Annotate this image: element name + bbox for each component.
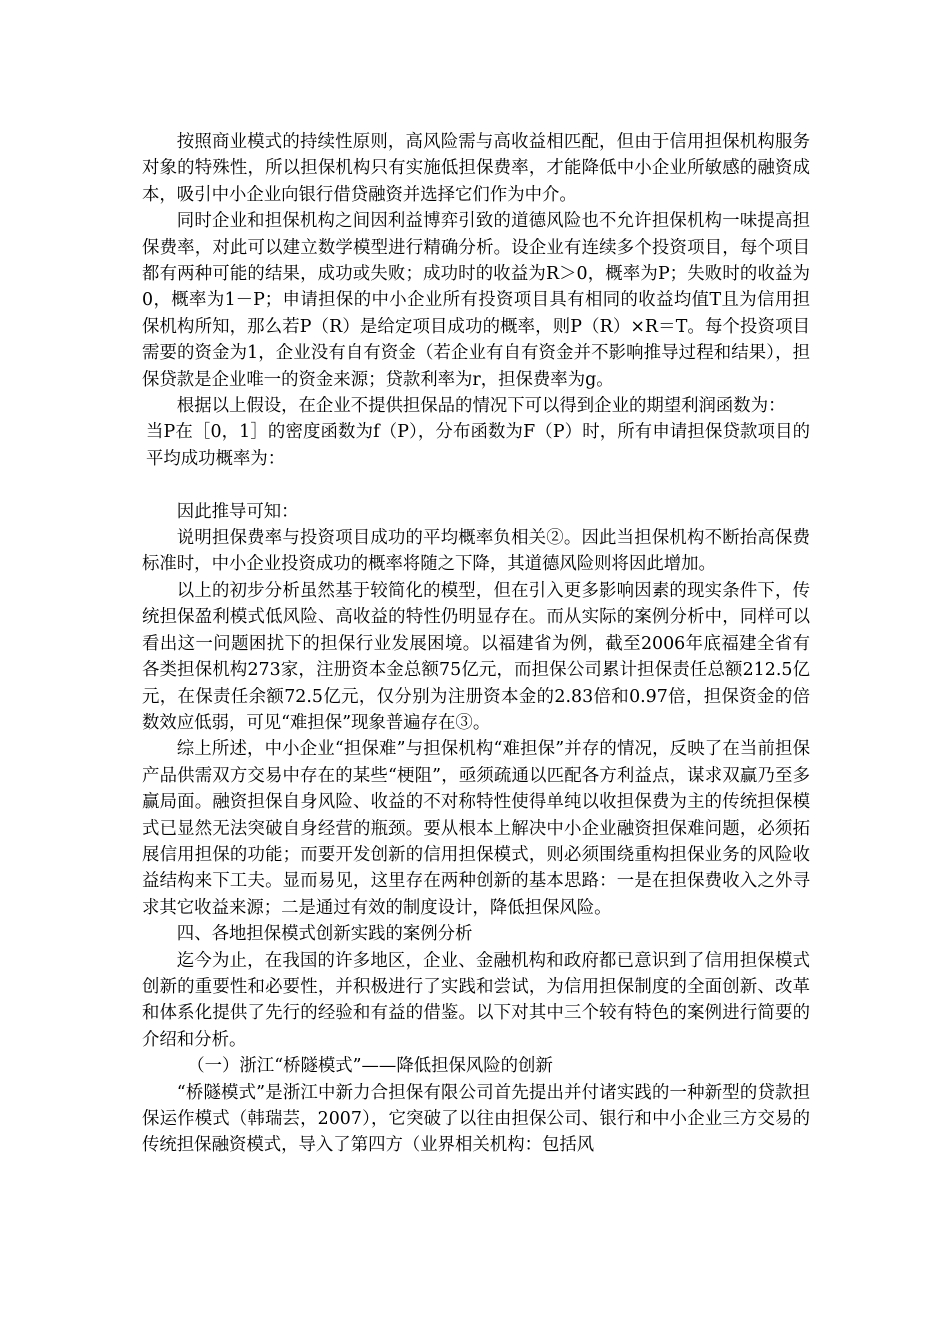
paragraph-moral-hazard-model: 同时企业和担保机构之间因利益博弈引致的道德风险也不允许担保机构一味提高担保费率，对此可以建立数学模型进行精确分析。设企业有连续多个投资项目，每个项目都有两种可能的结果，成功或失败；成功时的收益为R＞0，概率为P；失败时的收益为0，概率为1－P；申请担保的中小企业所有投资项目具有相同的收益均值T且为信用担保机构所知，那么若P（R）是给定项目成功的概率，则P（R）×R＝T。每个投资项目需要的资金为1，企业没有自有资金（若企业有自有资金并不影响推导过程和结果），担保贷款是企业唯一的资金来源；贷款利率为r，担保费率为g。 (142, 211, 810, 390)
paragraph-guarantee-rate-principle: 按照商业模式的持续性原则，高风险需与高收益相匹配，但由于信用担保机构服务对象的特殊性，所以担保机构只有实施低担保费率，才能降低中小企业所敏感的融资成本，吸引中小企业向银行借贷融资并选择它们作为中介。 (142, 132, 810, 205)
body-text (142, 129, 810, 1159)
section-heading-four: 四、各地担保模式创新实践的案例分析 (176, 924, 473, 945)
paragraph-innovation-practice: 迄今为止，在我国的许多地区，企业、金融机构和政府都已意识到了信用担保模式创新的重要性和必要性，并积极进行了实践和尝试，为信用担保制度的全面创新、改革和体系化提供了先行的经验和有益的借鉴。以下对其中三个较有特色的案例进行简要的介绍和分析。 (142, 950, 810, 1050)
paragraph-summary: 综上所述，中小企业“担保难”与担保机构“难担保”并存的情况，反映了在当前担保产品供需双方交易中存在的某些“梗阻”，亟须疏通以匹配各方利益点，谋求双赢乃至多赢局面。融资担保自身风险、收益的不对称特性使得单纯以收担保费为主的传统担保模式已显然无法突破自身经营的瓶颈。要从根本上解决中小企业融资担保难问题，必须拓展信用担保的功能；而要开发创新的信用担保模式，则必须围绕重构担保业务的风险收益结构来下工夫。显而易见，这里存在两种创新的基本思路：一是在担保费收入之外寻求其它收益来源；二是通过有效的制度设计，降低担保风险。 (142, 739, 810, 918)
paragraph-expected-profit: 根据以上假设，在企业不提供担保品的情况下可以得到企业的期望利润函数为： (176, 396, 786, 417)
formula-gap (142, 472, 810, 498)
paragraph-average-success-probability: 当P在［0，1］的密度函数为f（P），分布函数为F（P）时，所有申请担保贷款项目的平均成功概率为： (146, 422, 810, 469)
paragraph-derivation: 因此推导可知： (176, 501, 299, 522)
subsection-heading-zhejiang: （一）浙江“桥隧模式”——降低担保风险的创新 (187, 1056, 553, 1077)
paragraph-bridge-tunnel-model: “桥隧模式”是浙江中新力合担保有限公司首先提出并付诸实践的一种新型的贷款担保运作模式（韩瑞芸，2007），它突破了以往由担保公司、银行和中小企业三方交易的传统担保融资模式，导入了第四方（业界相关机构：包括风 (142, 1082, 810, 1156)
paragraph-fujian-case: 以上的初步分析虽然基于较简化的模型，但在引入更多影响因素的现实条件下，传统担保盈利模式低风险、高收益的特性仍明显存在。而从实际的案例分析中，同样可以看出这一问题困扰下的担保行业发展困境。以福建省为例，截至2006年底福建全省有各类担保机构273家，注册资本金总额75亿元，而担保公司累计担保责任总额212.5亿元，在保责任余额72.5亿元，仅分别为注册资本金的2.83倍和0.97倍，担保资金的倍数效应低弱，可见“难担保”现象普遍存在③。 (142, 580, 810, 733)
paragraph-negative-correlation: 说明担保费率与投资项目成功的平均概率负相关②。因此当担保机构不断抬高保费标准时，中小企业投资成功的概率将随之下降，其道德风险则将因此增加。 (142, 528, 810, 575)
